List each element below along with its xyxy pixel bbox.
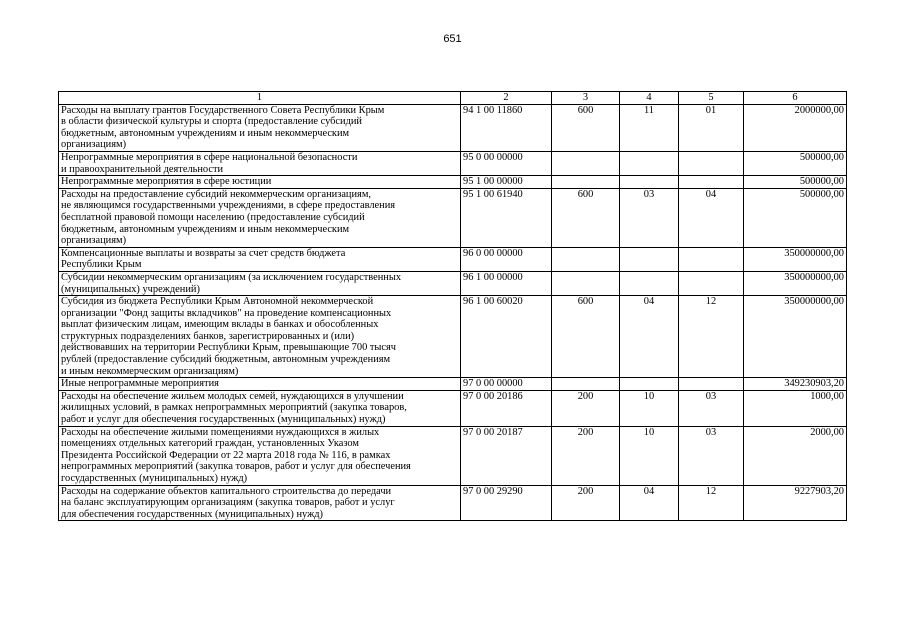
table-row	[59, 151, 847, 175]
row-rz-code: 04	[620, 485, 679, 521]
row-name: Расходы на обеспечение жилыми помещениями нуждающихся в жилых помещениях отдельных категорий граждан, установленных Указом Президента Российской Федерации от 22 марта 2018 года № 116, в рамках непрограммных мероприятий (закупка товаров, работ и услуг для обеспечения государственных (муниципальных) нужд)	[59, 426, 461, 485]
table-row	[59, 247, 847, 271]
table-row	[59, 188, 847, 247]
row-pr-code	[679, 378, 744, 391]
row-pr-code	[679, 247, 744, 271]
row-amount: 350000000,00	[744, 271, 847, 295]
row-amount: 2000000,00	[744, 104, 847, 151]
table-row	[59, 104, 847, 151]
column-header-csr: 2	[461, 92, 552, 105]
row-name: Иные непрограммные мероприятия	[59, 378, 461, 391]
row-csr-code: 97 0 00 20186	[461, 390, 552, 426]
column-header-rz: 4	[620, 92, 679, 105]
row-rz-code	[620, 151, 679, 175]
row-name: Субсидия из бюджета Республики Крым Автономной некоммерческой организации "Фонд защиты вкладчиков" на проведение компенсационных выплат физическим лицам, имеющим вклады в банках и обособленных структурных подразделениях банков, зарегистрированных и (или) действовавших на территории Республики Крым, превышающие 700 тысяч рублей (предоставление субсидий бюджетным, автономным учреждениям и иным некоммерческим организациям)	[59, 296, 461, 378]
row-vr-code: 200	[552, 390, 620, 426]
row-rz-code	[620, 378, 679, 391]
row-vr-code	[552, 247, 620, 271]
row-amount: 350000000,00	[744, 247, 847, 271]
row-rz-code	[620, 247, 679, 271]
table-row	[59, 271, 847, 295]
row-pr-code: 04	[679, 188, 744, 247]
row-pr-code	[679, 176, 744, 189]
row-name: Расходы на предоставление субсидий некоммерческим организациям, не являющимся государственными учреждениями, в сфере предоставления бесплатной правовой помощи населению (предоставление субсидий бюджетным, автономным учреждениям и иным некоммерческим организациям)	[59, 188, 461, 247]
row-csr-code: 95 0 00 00000	[461, 151, 552, 175]
table-body	[59, 104, 847, 521]
row-pr-code: 03	[679, 390, 744, 426]
row-rz-code	[620, 176, 679, 189]
column-header-pr: 5	[679, 92, 744, 105]
row-vr-code: 200	[552, 426, 620, 485]
row-vr-code	[552, 176, 620, 189]
row-amount: 2000,00	[744, 426, 847, 485]
table-row	[59, 296, 847, 378]
row-rz-code: 11	[620, 104, 679, 151]
row-name: Компенсационные выплаты и возвраты за счет средств бюджета Республики Крым	[59, 247, 461, 271]
row-pr-code: 12	[679, 485, 744, 521]
row-pr-code	[679, 271, 744, 295]
row-rz-code: 03	[620, 188, 679, 247]
row-pr-code: 01	[679, 104, 744, 151]
row-name: Непрограммные мероприятия в сфере национальной безопасности и правоохранительной деятельности	[59, 151, 461, 175]
row-amount: 500000,00	[744, 188, 847, 247]
row-csr-code: 97 0 00 29290	[461, 485, 552, 521]
row-csr-code: 94 1 00 11860	[461, 104, 552, 151]
row-csr-code: 96 1 00 00000	[461, 271, 552, 295]
row-amount: 349230903,20	[744, 378, 847, 391]
row-name: Расходы на выплату грантов Государственного Совета Республики Крым в области физической культуры и спорта (предоставление субсидий бюджетным, автономным учреждениям и иным некоммерческим организациям)	[59, 104, 461, 151]
row-vr-code: 600	[552, 188, 620, 247]
row-pr-code: 03	[679, 426, 744, 485]
table-row	[59, 378, 847, 391]
table-row	[59, 426, 847, 485]
row-amount: 500000,00	[744, 176, 847, 189]
row-amount: 500000,00	[744, 151, 847, 175]
row-name: Расходы на обеспечение жильем молодых семей, нуждающихся в улучшении жилищных условий, в рамках непрограммных мероприятий (закупка товаров, работ и услуг для обеспечения государственных (муниципальных) нужд)	[59, 390, 461, 426]
row-csr-code: 97 0 00 20187	[461, 426, 552, 485]
row-rz-code	[620, 271, 679, 295]
row-csr-code: 97 0 00 00000	[461, 378, 552, 391]
row-vr-code	[552, 151, 620, 175]
row-rz-code: 10	[620, 426, 679, 485]
table-header-row	[59, 92, 847, 105]
table-row	[59, 176, 847, 189]
row-vr-code: 200	[552, 485, 620, 521]
row-csr-code: 95 1 00 61940	[461, 188, 552, 247]
row-amount: 1000,00	[744, 390, 847, 426]
row-vr-code	[552, 271, 620, 295]
row-pr-code: 12	[679, 296, 744, 378]
column-header-vr: 3	[552, 92, 620, 105]
row-vr-code	[552, 378, 620, 391]
row-csr-code: 96 1 00 60020	[461, 296, 552, 378]
page-number: 651	[443, 33, 462, 45]
column-header-name: 1	[59, 92, 461, 105]
row-name: Субсидии некоммерческим организациям (за исключением государственных (муниципальных) учреждений)	[59, 271, 461, 295]
row-name: Непрограммные мероприятия в сфере юстиции	[59, 176, 461, 189]
row-vr-code: 600	[552, 296, 620, 378]
column-header-amount: 6	[744, 92, 847, 105]
row-csr-code: 95 1 00 00000	[461, 176, 552, 189]
row-vr-code: 600	[552, 104, 620, 151]
row-name: Расходы на содержание объектов капитального строительства до передачи на баланс эксплуатирующим организациям (закупка товаров, работ и услуг для обеспечения государственных (муниципальных) нужд)	[59, 485, 461, 521]
budget-table	[58, 91, 847, 521]
row-pr-code	[679, 151, 744, 175]
row-amount: 9227903,20	[744, 485, 847, 521]
table-row	[59, 390, 847, 426]
row-rz-code: 04	[620, 296, 679, 378]
row-csr-code: 96 0 00 00000	[461, 247, 552, 271]
row-amount: 350000000,00	[744, 296, 847, 378]
row-rz-code: 10	[620, 390, 679, 426]
table-row	[59, 485, 847, 521]
